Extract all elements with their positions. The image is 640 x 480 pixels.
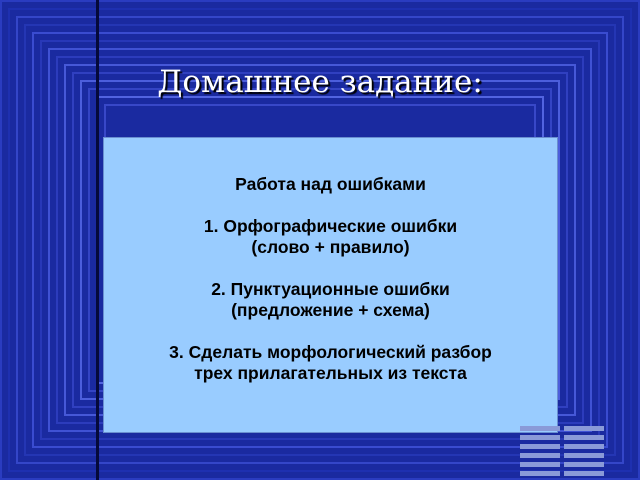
decorative-stripe: [520, 435, 560, 440]
content-panel: [103, 137, 558, 433]
decorative-stripe: [520, 444, 560, 449]
item-1-line-1: 1. Орфографические ошибки: [203, 216, 458, 236]
panel-heading: Работа над ошибками: [235, 174, 426, 194]
spacer: [104, 258, 557, 279]
item-1-line-2: (слово + правило): [251, 237, 410, 257]
item-2-line-1: 2. Пунктуационные ошибки: [211, 279, 450, 299]
item-2-line-2: (предложение + схема): [231, 300, 430, 320]
spacer: [104, 195, 557, 216]
decorative-stripe: [564, 471, 604, 476]
decorative-stripe: [564, 453, 604, 458]
item-3-line-1: 3. Сделать морфологический разбор: [169, 342, 492, 362]
slide-title: Домашнее задание:: [157, 64, 483, 100]
decorative-stripe: [564, 435, 604, 440]
decorative-stripe: [564, 426, 604, 431]
decorative-stripe: [520, 462, 560, 467]
decorative-stripe: [564, 444, 604, 449]
decorative-stripe: [520, 453, 560, 458]
decorative-stripe: [520, 426, 560, 431]
panel-content: [104, 174, 557, 384]
item-3-line-2: трех прилагательных из текста: [194, 363, 467, 383]
decorative-stripe: [564, 462, 604, 467]
spacer: [104, 321, 557, 342]
decorative-stripe: [520, 471, 560, 476]
